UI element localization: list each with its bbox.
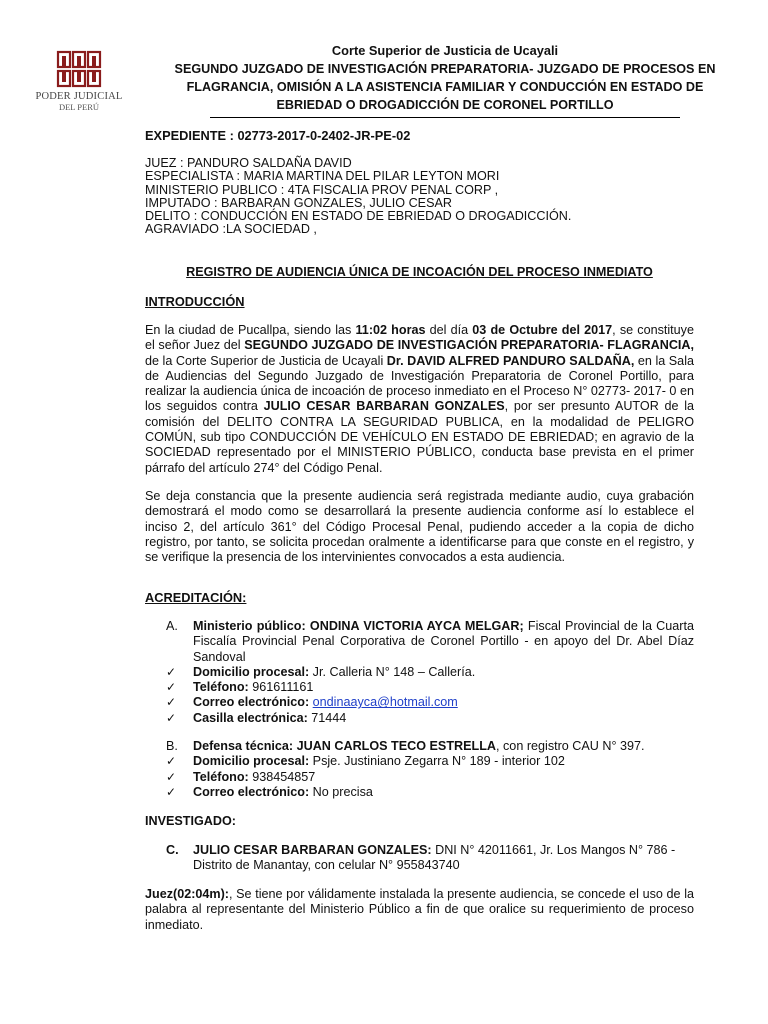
registro-title: REGISTRO DE AUDIENCIA ÚNICA DE INCOACIÓN DEL PROCESO INMEDIATO [186, 265, 653, 279]
intro-accused: JULIO CESAR BARBARAN GONZALES [263, 399, 505, 414]
constancia-paragraph: Se deja constancia que la presente audiencia será registrada mediante audio, cuya grabación demostrará el modo como se desarrollará la presente audiencia conforme así lo establece el inciso 2, del artículo 361° del Código Procesal Penal, pudiendo acceder a la copia de dicho registro, por tanto, se solicita procedan oralmente a identificarse para que conste en el registro, y se verifique la presencia de los intervinientes convocados a esta audiencia. [145, 489, 694, 565]
juez-paragraph [145, 887, 694, 933]
intro-text: de la Corte Superior de Justicia de Ucayali [145, 353, 387, 368]
intro-court: SEGUNDO JUZGADO DE INVESTIGACIÓN PREPARATORIA- FLAGRANCIA, [244, 338, 695, 353]
investigado-entry [166, 843, 694, 874]
investigado-heading: INVESTIGADO: [145, 814, 236, 828]
field-value: Jr. Calleria N° 148 – Callería. [309, 664, 476, 679]
acreditacion-heading: ACREDITACIÓN: [145, 590, 247, 605]
party-ministerio: MINISTERIO PUBLICO : 4TA FISCALIA PROV PENAL CORP , [145, 182, 499, 197]
check-icon: ✓ [166, 664, 177, 679]
intro-heading: INTRODUCCIÓN [145, 294, 245, 309]
court-line-3: EBRIEDAD O DROGADICCIÓN DE CORONEL PORTILLO [276, 98, 614, 112]
intro-text: en la Sala de Audiencias del Segundo Juzgado de Investigación Preparatoria de Coronel Portillo, para realizar la audiencia única de incoación de proceso inmediato en el Proceso N° 02773- 2017- 0 en los seguidos contra [145, 353, 694, 414]
intro-text: , se constituye el señor Juez del [145, 323, 694, 353]
intro-paragraph [145, 323, 694, 476]
header-rule [210, 116, 680, 118]
check-icon: ✓ [166, 710, 177, 725]
item-letter: B. [166, 739, 178, 753]
court-line-2: FLAGRANCIA, OMISIÓN A LA ASISTENCIA FAMILIAR Y CONDUCCIÓN EN ESTADO DE [186, 80, 704, 94]
field-label: Domicilio procesal: [193, 754, 310, 769]
party-delito: DELITO : CONDUCCIÓN EN ESTADO DE EBRIEDAD O DROGADICCIÓN. [145, 209, 572, 224]
item-text: Fiscal Provincial de la Cuarta Fiscalía Provincial Penal Corporativa de Coronel Portillo - en apoyo del Dr. Abel Díaz Sandoval [193, 619, 694, 664]
defensa-tecnica-entry [166, 739, 694, 800]
item-label: Ministerio público: ONDINA VICTORIA AYCA MELGAR; [193, 619, 524, 633]
field-label: Teléfono: [193, 680, 249, 695]
juez-text: , Se tiene por válidamente instalada la presente audiencia, se concede el uso de la palabra al representante del Ministerio Público a fin de que oralice su requerimiento de proceso inmediato. [145, 887, 694, 932]
field-value: 71444 [307, 710, 347, 725]
party-especialista: ESPECIALISTA : MARIA MARTINA DEL PILAR LEYTON MORI [145, 169, 500, 184]
court-line-1: SEGUNDO JUZGADO DE INVESTIGACIÓN PREPARATORIA- JUZGADO DE PROCESOS EN [174, 62, 716, 76]
field-value: No precisa [309, 784, 373, 799]
check-icon: ✓ [166, 754, 177, 769]
intro-judge: Dr. DAVID ALFRED PANDURO SALDAÑA, [386, 353, 635, 368]
item-label: JULIO CESAR BARBARAN GONZALES: [193, 843, 432, 857]
poder-judicial-logo [34, 50, 124, 112]
field-value: 961611161 [248, 680, 314, 695]
item-label: Defensa técnica: JUAN CARLOS TECO ESTRELLA [193, 739, 497, 753]
intro-text: En la ciudad de Pucallpa, siendo las [145, 323, 356, 337]
check-icon: ✓ [166, 695, 177, 710]
item-text: DNI N° 42011661, Jr. Los Mangos N° 786 - Distrito de Manantay, con celular N° 955843740 [193, 843, 676, 873]
check-icon: ✓ [166, 784, 177, 799]
field-label: Correo electrónico: [193, 784, 310, 799]
court-name: Corte Superior de Justicia de Ucayali [331, 43, 559, 58]
party-juez: JUEZ : PANDURO SALDAÑA DAVID [145, 156, 352, 170]
intro-text: del día [425, 323, 473, 337]
logo-line1: PODER JUDICIAL [35, 91, 123, 102]
juez-label: Juez(02:04m): [145, 887, 229, 901]
document-header [145, 42, 745, 118]
expediente: EXPEDIENTE : 02773-2017-0-2402-JR-PE-02 [145, 128, 411, 143]
parties-list [145, 157, 694, 237]
intro-text: , por ser presunto AUTOR de la comisión del DELITO CONTRA LA SEGURIDAD PUBLICA, en la modalidad de PELIGRO COMÚN, sub tipo CONDUCCIÓN DE VEHÍCULO EN ESTADO DE EBRIEDAD; en agravio de la SOCIEDAD representado por el MINISTERIO PÚBLICO, conducta base prevista en el primer párrafo del artículo 274° del Código Penal. [145, 399, 694, 475]
item-letter: A. [166, 619, 178, 633]
field-label: Teléfono: [193, 769, 249, 784]
intro-date: 03 de Octubre del 2017 [472, 323, 613, 337]
item-text: , con registro CAU N° 397. [496, 739, 645, 753]
poder-judicial-emblem-icon [56, 50, 102, 88]
logo-line2: DEL PERÚ [58, 102, 100, 112]
field-label: Domicilio procesal: [193, 664, 310, 679]
intro-time: 11:02 horas [355, 323, 426, 337]
item-letter: C. [166, 843, 179, 857]
field-value: Psje. Justiniano Zegarra N° 189 - interior 102 [309, 754, 565, 769]
field-label: Correo electrónico: [193, 695, 310, 710]
field-value: 938454857 [248, 769, 316, 784]
party-agraviado: AGRAVIADO :LA SOCIEDAD , [145, 222, 317, 237]
check-icon: ✓ [166, 769, 177, 784]
check-icon: ✓ [166, 680, 177, 695]
ministerio-publico-entry [166, 619, 694, 726]
party-imputado: IMPUTADO : BARBARAN GONZALES, JULIO CESAR [145, 195, 452, 210]
email-link[interactable]: ondinaayca@hotmail.com [312, 695, 458, 710]
field-label: Casilla electrónica: [193, 710, 308, 725]
